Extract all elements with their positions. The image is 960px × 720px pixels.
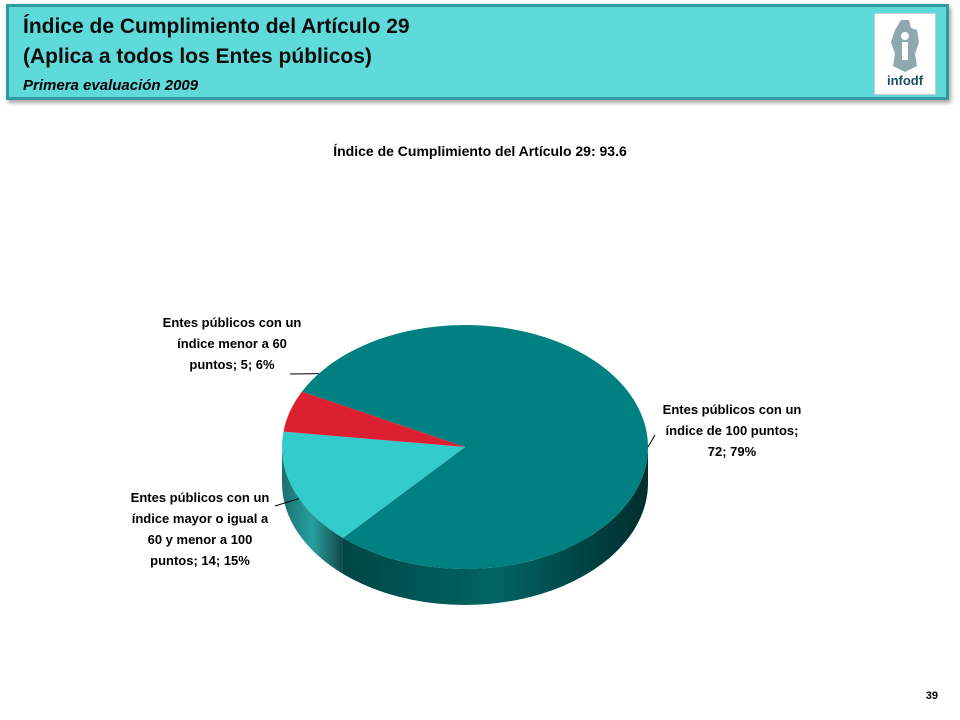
data-label-text: Entes públicos con un índice menor a 60 puntos; 5; 6% <box>162 315 302 372</box>
data-label-slice-100 <box>657 399 807 462</box>
page-subtitle: Primera evaluación 2009 <box>23 77 199 94</box>
page-title-line1: Índice de Cumplimiento del Artículo 29 <box>23 15 410 38</box>
data-label-text: Entes públicos con un índice de 100 puntos; 72; 79% <box>662 402 802 459</box>
leader-line-0 <box>648 435 655 447</box>
page-title-line2: (Aplica a todos los Entes públicos) <box>23 45 372 68</box>
data-label-slice-below-60 <box>157 312 307 375</box>
chart-title: Índice de Cumplimiento del Artículo 29: 93.6 <box>333 143 627 159</box>
data-label-text: Entes públicos con un índice mayor o igual a 60 y menor a 100 puntos; 14; 15% <box>130 490 270 568</box>
data-label-slice-60-100 <box>125 487 275 571</box>
page-number: 39 <box>925 690 938 702</box>
logo-text: infodf <box>886 73 924 88</box>
